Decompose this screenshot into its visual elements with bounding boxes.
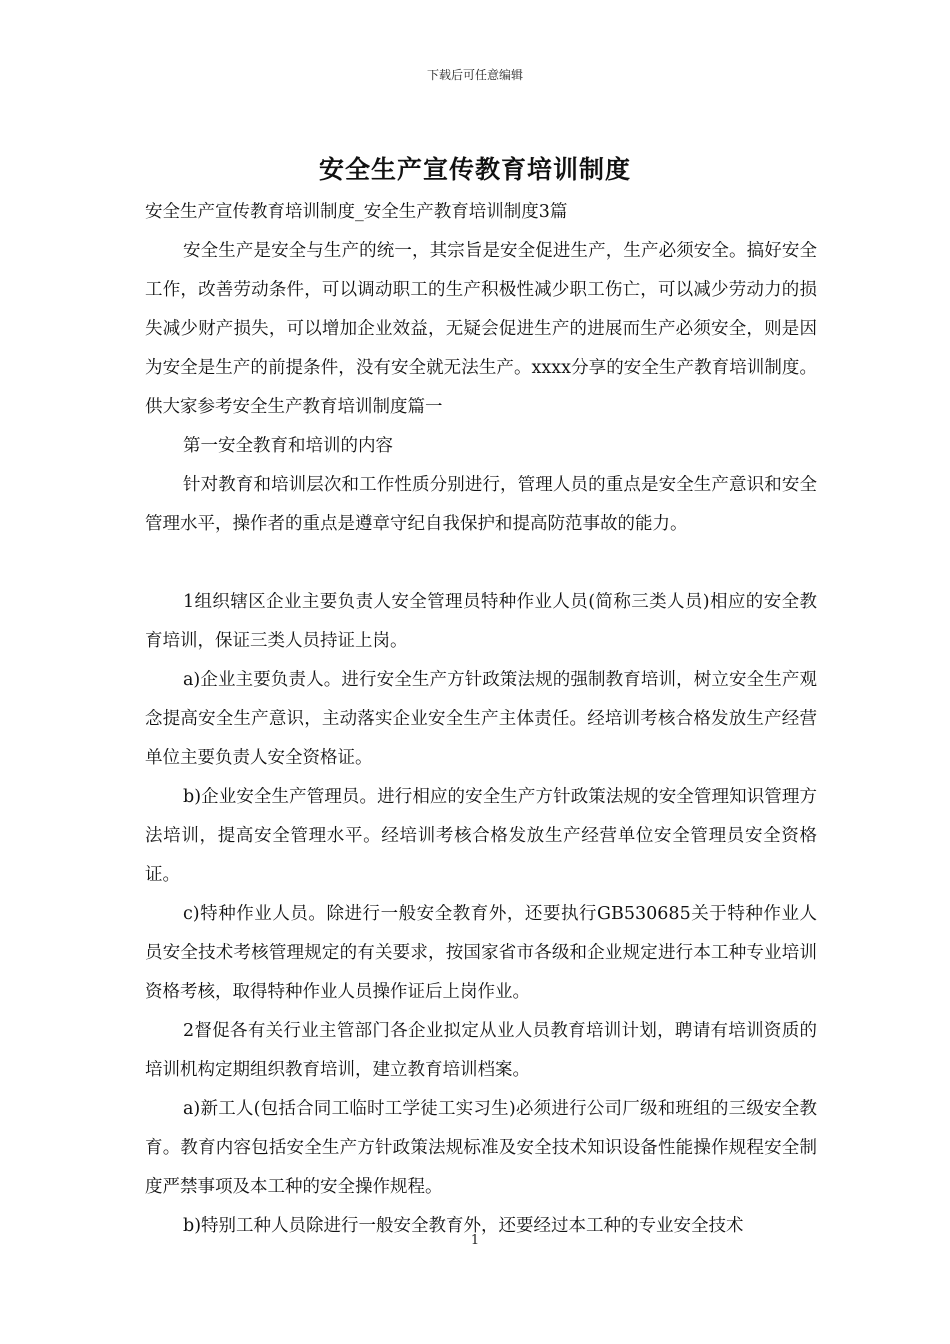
paragraph-item-2b: b)特别工种人员除进行一般安全教育外，还要经过本工种的专业安全技术: [183, 1216, 744, 1236]
section-heading: 第一安全教育和培训的内容: [183, 436, 393, 456]
paragraph-intro: 安全生产是安全与生产的统一，其宗旨是安全促进生产，生产必须安全。搞好安全工作，改善劳动条件，可以调动职工的生产积极性减少职工伤亡，可以减少劳动力的损失减少财产损失，可以增加企业效益，无疑会促进生产的进展而生产必须安全，则是因为安全是生产的前提条件，没有安全就无法生产。xxxx分享的安全生产教育培训制度。供大家参考安全生产教育培训制度篇一: [145, 241, 817, 417]
document-title: 安全生产宣传教育培训制度: [318, 155, 631, 184]
paragraph-item-1: 1组织辖区企业主要负责人安全管理员特种作业人员(简称三类人员)相应的安全教育培训，保证三类人员持证上岗。: [145, 592, 817, 651]
document-subtitle: 安全生产宣传教育培训制度_安全生产教育培训制度3篇: [145, 202, 568, 222]
paragraph-item-2a: a)新工人(包括合同工临时工学徒工实习生)必须进行公司厂级和班组的三级安全教育。教育内容包括安全生产方针政策法规标准及安全技术知识设备性能操作规程安全制度严禁事项及本工种的安全操作规程。: [145, 1099, 817, 1197]
paragraph-item-1a: a)企业主要负责人。进行安全生产方针政策法规的强制教育培训，树立安全生产观念提高安全生产意识，主动落实企业安全生产主体责任。经培训考核合格发放生产经营单位主要负责人安全资格证。: [145, 670, 817, 768]
paragraph-item-1b: b)企业安全生产管理员。进行相应的安全生产方针政策法规的安全管理知识管理方法培训，提高安全管理水平。经培训考核合格发放生产经营单位安全管理员安全资格证。: [145, 787, 817, 885]
paragraph-scope: 针对教育和培训层次和工作性质分别进行，管理人员的重点是安全生产意识和安全管理水平，操作者的重点是遵章守纪自我保护和提高防范事故的能力。: [145, 475, 817, 534]
page-header-note: 下载后可任意编辑: [426, 68, 523, 82]
paragraph-item-2: 2督促各有关行业主管部门各企业拟定从业人员教育培训计划，聘请有培训资质的培训机构定期组织教育培训，建立教育培训档案。: [145, 1021, 817, 1080]
page-number: 1: [470, 1233, 480, 1248]
document-body: [145, 193, 817, 1246]
blank-line: [145, 544, 817, 583]
paragraph-item-1c: c)特种作业人员。除进行一般安全教育外，还要执行GB530685关于特种作业人员安全技术考核管理规定的有关要求，按国家省市各级和企业规定进行本工种专业培训资格考核，取得特种作业人员操作证后上岗作业。: [145, 904, 817, 1002]
